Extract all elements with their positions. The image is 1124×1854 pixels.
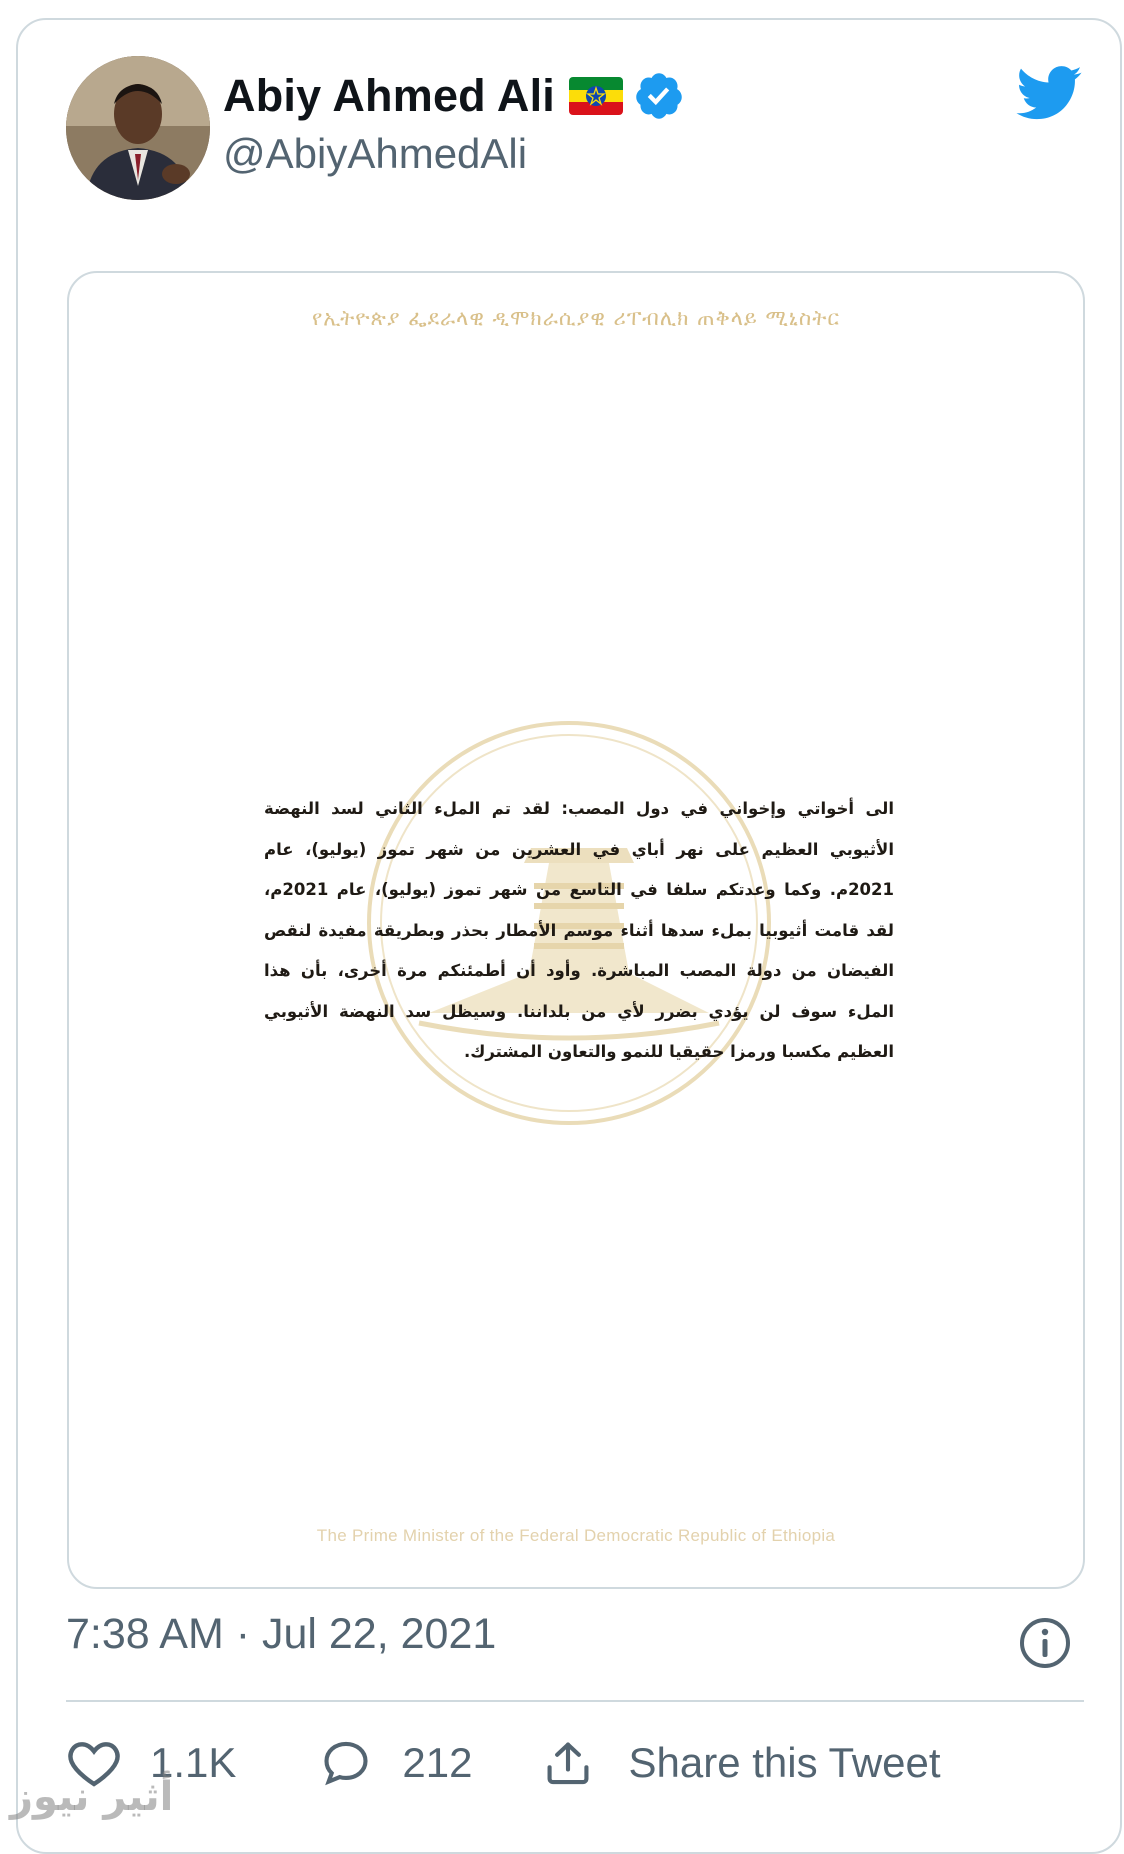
info-icon[interactable] [1018, 1616, 1072, 1670]
author-name[interactable]: Abiy Ahmed Ali [223, 70, 555, 121]
like-count: 1.1K [150, 1739, 237, 1786]
reply-button[interactable] [320, 1737, 472, 1789]
document-header: የኢትዮጵያ ፌደራላዊ ዲሞክራሲያዊ ሪፐብሊክ ጠቅላይ ሚኒስትር [311, 306, 841, 330]
tweet-actions [66, 1728, 941, 1798]
ethiopia-flag-icon [569, 77, 623, 115]
twitter-bird-icon[interactable] [1013, 64, 1083, 122]
divider [66, 1700, 1084, 1702]
author-name-row [223, 68, 685, 124]
document-letter-text: الى أخواتي وإخواني في دول المصب: لقد تم الملء الثاني لسد النهضة الأثيوبي العظيم على نهر أباي في العشرين من شهر تموز (يوليو)، عام 2021م. وكما وعدتكم سلفا في التاسع من شهر تموز (يوليو)، عام 2021م، لقد قامت أثيوبيا بملء سدها أثناء موسم الأمطار بحذر وبطريقة مفيدة لنقص الفيضان من دولة المصب المباشرة. وأود أن أطمئنكم مرة أخرى، بأن هذا الملء سوف لن يؤدي بضرر لأي من بلداننا. وسيظل سد النهضة الأثيوبي العظيم مكسبا ورمزا حقيقيا للنمو والتعاون المشترك. [264, 799, 894, 1061]
avatar[interactable] [66, 56, 210, 200]
tweet-timestamp[interactable]: 7:38 AM · Jul 22, 2021 [66, 1610, 497, 1658]
document-footer: The Prime Minister of the Federal Democratic Republic of Ethiopia [316, 1526, 836, 1545]
speech-bubble-icon [320, 1737, 372, 1789]
watermark-logo: أثير نيوز [10, 1774, 174, 1820]
share-upload-icon [542, 1736, 594, 1790]
tweet-image-document[interactable] [67, 271, 1085, 1589]
reply-count: 212 [402, 1739, 473, 1786]
verified-badge-icon [633, 70, 685, 122]
author-handle[interactable]: @AbiyAhmedAli [223, 130, 528, 177]
share-label: Share this Tweet [628, 1739, 941, 1786]
share-tweet-button[interactable] [542, 1736, 940, 1790]
